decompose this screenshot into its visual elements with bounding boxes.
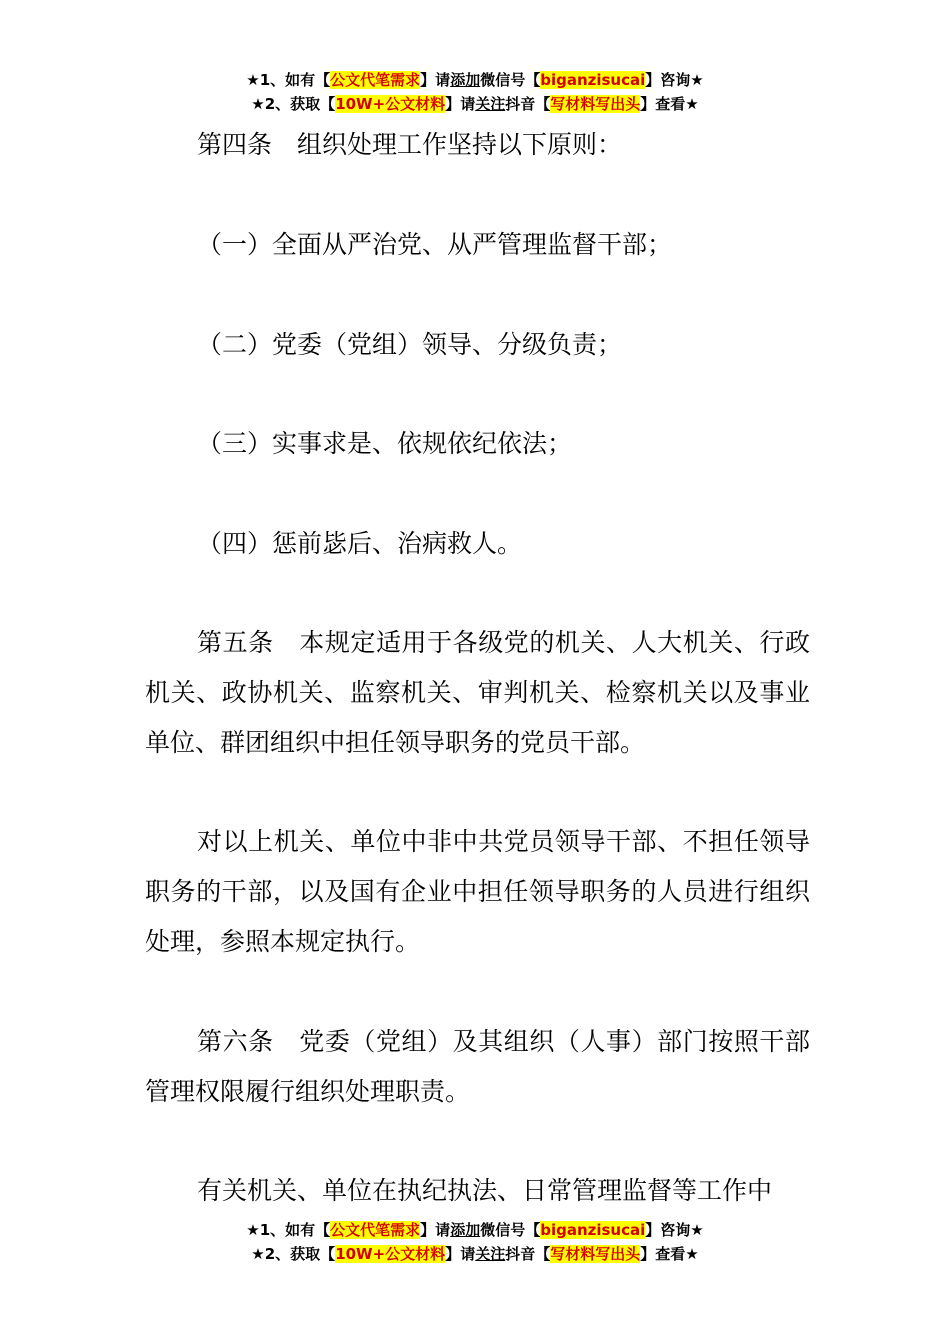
banner-text: ★2、获取【 bbox=[251, 1245, 336, 1263]
banner-text: 】请 bbox=[420, 71, 451, 89]
banner-text: ★1、如有【 bbox=[246, 71, 331, 89]
banner-text: ★1、如有【 bbox=[246, 1221, 331, 1239]
banner-highlight: 公文代笔需求 bbox=[330, 71, 421, 89]
banner-highlight: 公文代笔需求 bbox=[330, 1221, 421, 1239]
banner-text: 】查看★ bbox=[640, 1245, 699, 1263]
header-banner bbox=[0, 68, 950, 116]
banner-line-2 bbox=[0, 1242, 950, 1266]
banner-line-1 bbox=[0, 1218, 950, 1242]
banner-highlight: biganzisucai bbox=[540, 1221, 646, 1239]
article-4: 第四条 组织处理工作坚持以下原则： bbox=[197, 130, 623, 159]
banner-line-2 bbox=[0, 92, 950, 116]
banner-text: 抖音【 bbox=[505, 95, 551, 113]
article-6-paragraph-2: 有关机关、单位在执纪执法、日常管理监督等工作中 bbox=[197, 1176, 773, 1205]
article-5: 第五条 本规定适用于各级党的机关、人大机关、行政机关、政协机关、监察机关、审判机关、检察机关以及事业单位、群团组织中担任领导职务的党员干部。 bbox=[145, 628, 810, 757]
banner-line-1 bbox=[0, 68, 950, 92]
banner-underlined: 关注 bbox=[475, 1245, 506, 1263]
banner-underlined: 添加 bbox=[450, 71, 481, 89]
banner-text: 】查看★ bbox=[640, 95, 699, 113]
banner-highlight: 写材料写出头 bbox=[550, 95, 641, 113]
principle-item: （四）惩前毖后、治病救人。 bbox=[197, 529, 523, 558]
banner-highlight: 写材料写出头 bbox=[550, 1245, 641, 1263]
banner-text: 】请 bbox=[445, 1245, 476, 1263]
principle-item: （一）全面从严治党、从严管理监督干部； bbox=[197, 230, 673, 259]
banner-underlined: 关注 bbox=[475, 95, 506, 113]
banner-highlight: 10W+公文材料 bbox=[335, 95, 446, 113]
article-5-paragraph-2: 对以上机关、单位中非中共党员领导干部、不担任领导职务的干部，以及国有企业中担任领导职务的人员进行组织处理，参照本规定执行。 bbox=[145, 827, 810, 956]
banner-text: 】咨询★ bbox=[645, 71, 704, 89]
banner-text: 】请 bbox=[420, 1221, 451, 1239]
banner-text: ★2、获取【 bbox=[251, 95, 336, 113]
banner-text: 微信号【 bbox=[480, 71, 541, 89]
principle-item: （三）实事求是、依规依纪依法； bbox=[197, 429, 573, 458]
banner-text: 抖音【 bbox=[505, 1245, 551, 1263]
article-6: 第六条 党委（党组）及其组织（人事）部门按照干部管理权限履行组织处理职责。 bbox=[145, 1027, 810, 1106]
footer-banner bbox=[0, 1218, 950, 1266]
principle-item: （二）党委（党组）领导、分级负责； bbox=[197, 330, 623, 359]
banner-highlight: biganzisucai bbox=[540, 71, 646, 89]
banner-text: 微信号【 bbox=[480, 1221, 541, 1239]
banner-text: 】咨询★ bbox=[645, 1221, 704, 1239]
banner-underlined: 添加 bbox=[450, 1221, 481, 1239]
banner-highlight: 10W+公文材料 bbox=[335, 1245, 446, 1263]
banner-text: 】请 bbox=[445, 95, 476, 113]
